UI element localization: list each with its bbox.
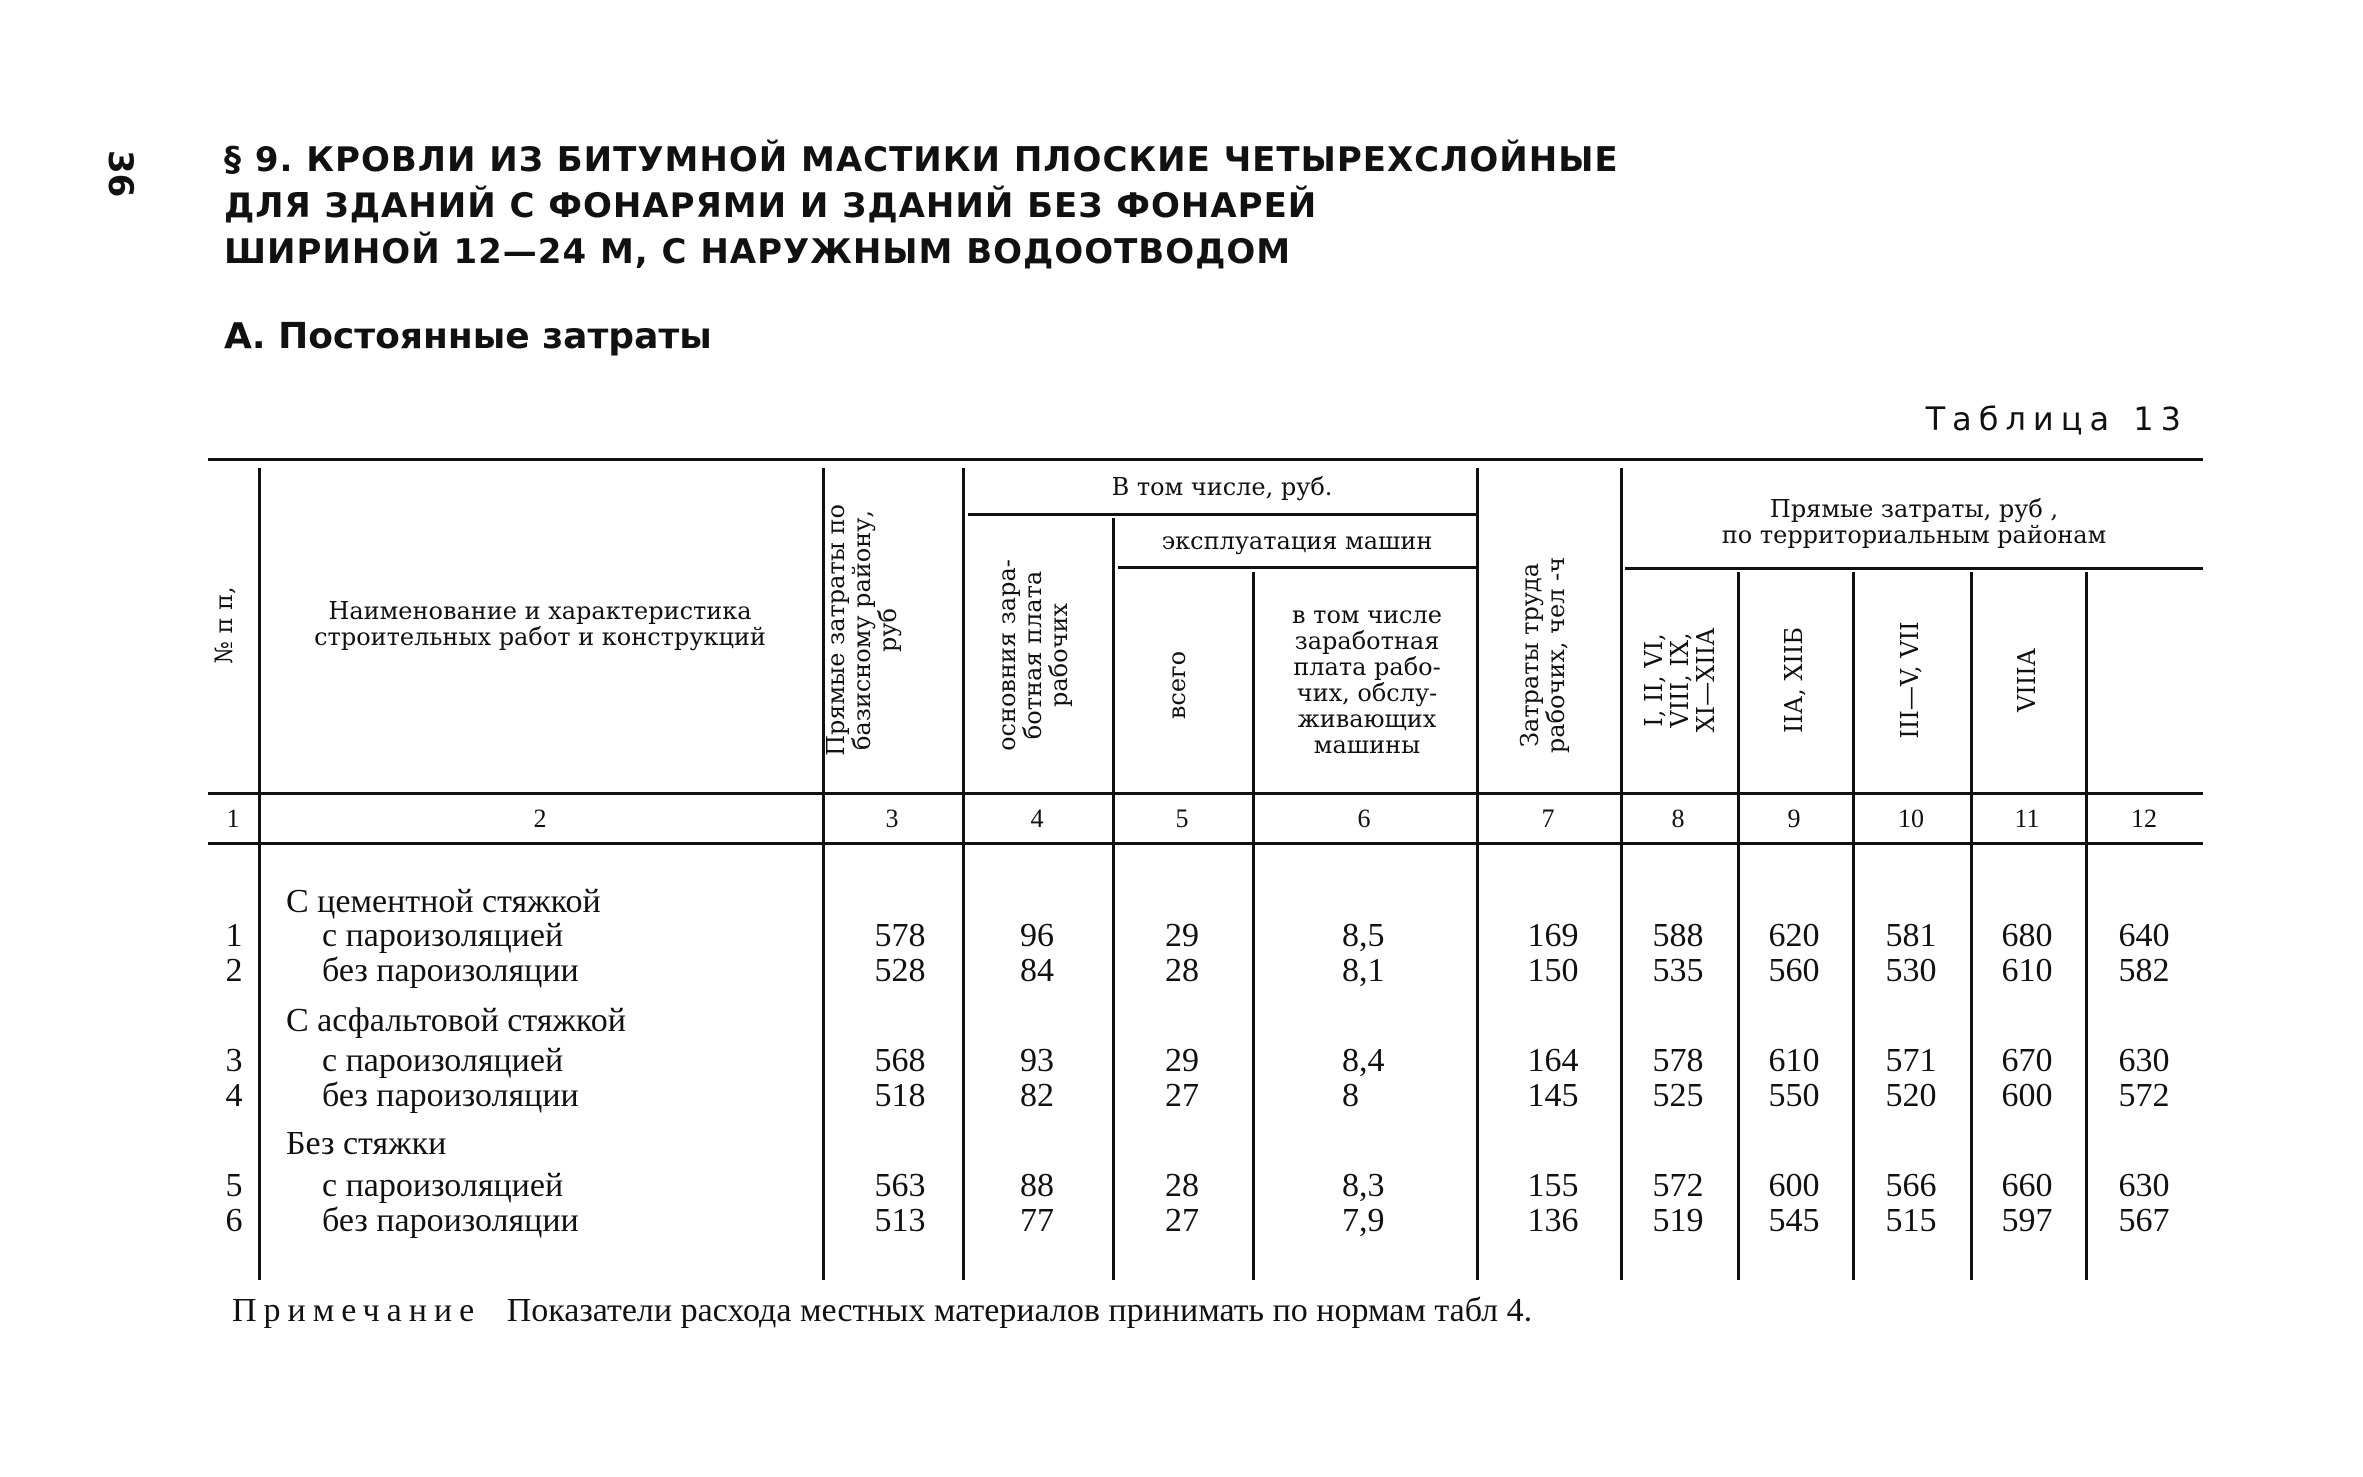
row-name: без пароизоляции [322,1202,579,1239]
group-label: С асфальтовой стяжкой [286,1002,626,1039]
group-label: С цементной стяжкой [286,883,601,920]
row-number: 4 [225,1077,243,1114]
cell-machines-total: 29 [1165,1042,1199,1079]
cell-machine-wages: 8,1 [1342,952,1385,989]
header-row-number: № п п, [210,586,238,664]
header-region-3: III—V, VII [1896,621,1924,739]
cell-wages: 84 [1020,952,1054,989]
subsection-heading: А. Постоянные затраты [224,316,712,357]
column-number: 4 [1030,804,1044,833]
section-heading-line2: ДЛЯ ЗДАНИЙ С ФОНАРЯМИ И ЗДАНИЙ БЕЗ ФОНАРЕЙ [224,186,1318,226]
column-number: 9 [1787,804,1801,833]
cell-region-3: 571 [1885,1042,1937,1079]
cell-region-5: 572 [2118,1077,2170,1114]
cell-region-2: 620 [1768,917,1820,954]
section-heading-line3: ШИРИНОЙ 12—24 М, С НАРУЖНЫМ ВОДООТВОДОМ [224,232,1292,272]
column-number: 6 [1357,804,1371,833]
cell-region-1: 572 [1652,1167,1704,1204]
header-machines: эксплуатация машин [1161,527,1433,555]
cell-region-5: 630 [2118,1042,2170,1079]
cell-region-2: 560 [1768,952,1820,989]
cell-region-4: 660 [2001,1167,2053,1204]
cell-machines-total: 27 [1165,1077,1199,1114]
cell-region-4: 670 [2001,1042,2053,1079]
cell-region-2: 545 [1768,1202,1820,1239]
cell-direct-cost: 568 [874,1042,926,1079]
cell-region-2: 550 [1768,1077,1820,1114]
column-number: 3 [885,804,899,833]
cell-wages: 96 [1020,917,1054,954]
cell-region-1: 535 [1652,952,1704,989]
cell-labor: 155 [1527,1167,1579,1204]
cell-machine-wages: 8,4 [1342,1042,1385,1079]
header-region-2: IIА, XIIБ [1780,626,1808,734]
row-number: 1 [225,917,243,954]
cell-region-1: 525 [1652,1077,1704,1114]
column-number: 11 [2014,804,2040,833]
cell-labor: 145 [1527,1077,1579,1114]
cell-region-1: 519 [1652,1202,1704,1239]
cell-machines-total: 27 [1165,1202,1199,1239]
cell-machine-wages: 8,5 [1342,917,1385,954]
column-number: 8 [1671,804,1685,833]
row-number: 2 [225,952,243,989]
cell-direct-cost: 578 [874,917,926,954]
cell-labor: 150 [1527,952,1579,989]
cell-direct-cost: 518 [874,1077,926,1114]
column-number: 10 [1898,804,1924,833]
cell-region-4: 597 [2001,1202,2053,1239]
cell-machines-total: 29 [1165,917,1199,954]
header-regional-line2: по территориальным районам [1721,521,2107,549]
note-label: Примечание [232,1292,482,1329]
cell-labor: 169 [1527,917,1579,954]
column-number: 7 [1541,804,1555,833]
row-name: с пароизоляцией [322,917,564,954]
cell-region-2: 600 [1768,1167,1820,1204]
cell-region-3: 566 [1885,1167,1937,1204]
row-name: без пароизоляции [322,1077,579,1114]
cell-machine-wages: 7,9 [1342,1202,1385,1239]
page-number: 36 [100,150,140,198]
cell-wages: 88 [1020,1167,1054,1204]
cell-region-5: 640 [2118,917,2170,954]
cell-region-3: 515 [1885,1202,1937,1239]
cell-wages: 82 [1020,1077,1054,1114]
cell-region-3: 520 [1885,1077,1937,1114]
cell-machine-wages: 8,3 [1342,1167,1385,1204]
header-regional-line1: Прямые затраты, руб , [1769,495,2059,523]
cell-region-4: 600 [2001,1077,2053,1114]
header-region-4: VIIIА [2013,648,2041,712]
cell-direct-cost: 528 [874,952,926,989]
row-number: 3 [225,1042,243,1079]
cell-region-5: 582 [2118,952,2170,989]
cell-direct-cost: 563 [874,1167,926,1204]
header-machines-total: всего [1163,650,1191,720]
table-label: Таблица 13 [1925,400,2188,438]
table-note [232,1292,1532,1330]
note-text: Показатели расхода местных материалов принимать по нормам табл 4. [506,1292,1533,1329]
cell-labor: 164 [1527,1042,1579,1079]
header-including: В том числе, руб. [1111,473,1333,501]
cell-machine-wages: 8 [1342,1077,1359,1114]
row-name: без пароизоляции [322,952,579,989]
column-number: 12 [2131,804,2157,833]
column-number: 2 [533,804,547,833]
cell-wages: 77 [1020,1202,1054,1239]
row-number: 5 [225,1167,243,1204]
header-name-line1: Наименование и характеристика [328,597,752,625]
cell-machines-total: 28 [1165,1167,1199,1204]
cell-region-4: 680 [2001,917,2053,954]
cell-labor: 136 [1527,1202,1579,1239]
cell-region-1: 588 [1652,917,1704,954]
header-name-line2: строительных работ и конструкций [314,623,766,651]
group-label: Без стяжки [286,1125,447,1162]
cell-region-3: 581 [1885,917,1937,954]
section-heading-line1: § 9. КРОВЛИ ИЗ БИТУМНОЙ МАСТИКИ ПЛОСКИЕ ЧЕТЫРЕХСЛОЙНЫЕ [224,140,1619,180]
cell-region-1: 578 [1652,1042,1704,1079]
cell-machines-total: 28 [1165,952,1199,989]
cell-direct-cost: 513 [874,1202,926,1239]
cell-region-2: 610 [1768,1042,1820,1079]
cell-region-4: 610 [2001,952,2053,989]
cell-region-5: 567 [2118,1202,2170,1239]
row-name: с пароизоляцией [322,1042,564,1079]
column-number: 1 [226,804,240,833]
row-number: 6 [225,1202,243,1239]
cell-wages: 93 [1020,1042,1054,1079]
cell-region-3: 530 [1885,952,1937,989]
column-number: 5 [1175,804,1189,833]
cell-region-5: 630 [2118,1167,2170,1204]
row-name: с пароизоляцией [322,1167,564,1204]
